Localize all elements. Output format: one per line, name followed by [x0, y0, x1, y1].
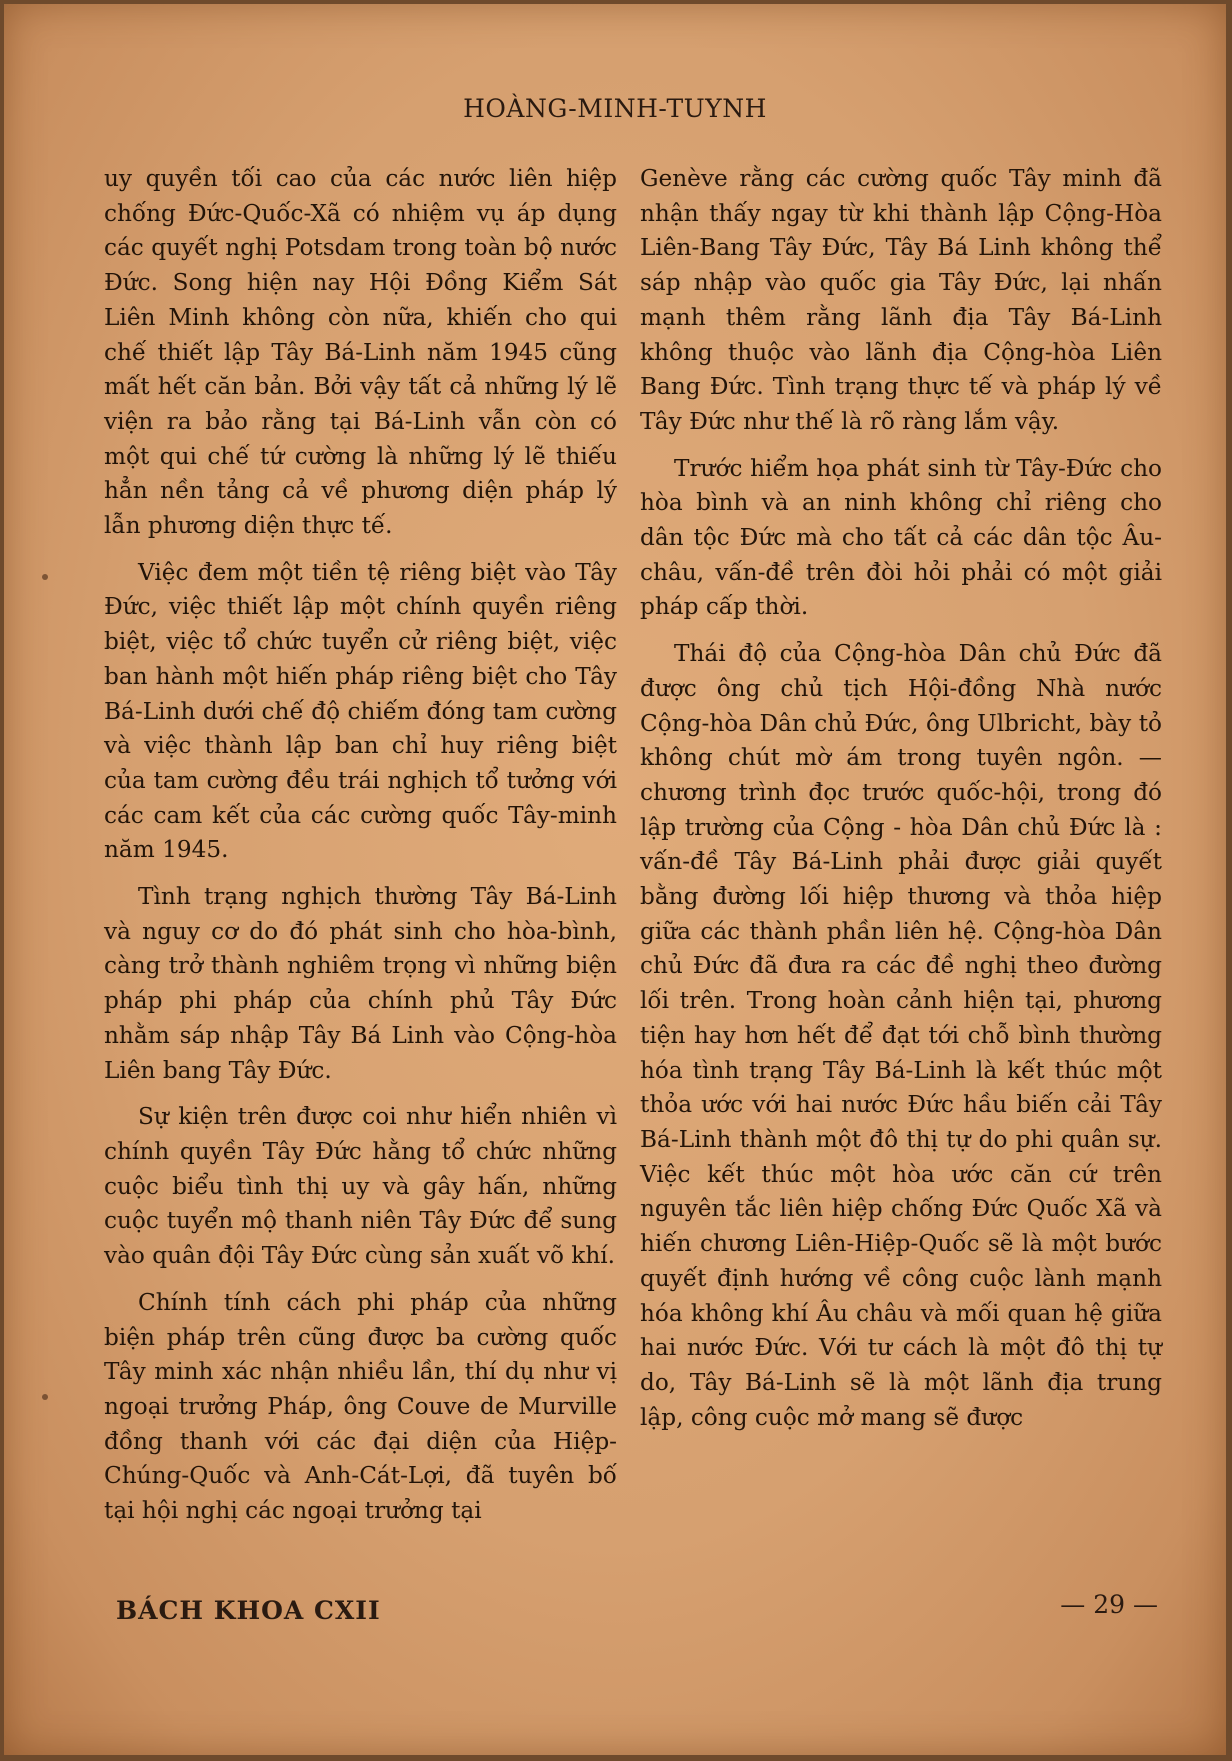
- paragraph: Chính tính cách phi pháp của những biện pháp trên cũng được ba cường quốc Tây minh xác nhận nhiều lần, thí dụ như vị ngoại trưởng Pháp, ông Couve de Murville đồng thanh với các đại diện của Hiệp-Chúng-Quốc và Anh-Cát-Lợi, đã tuyên bố tại hội nghị các ngoại trưởng tại: [104, 1288, 617, 1525]
- paragraph: Tình trạng nghịch thường Tây Bá-Linh và nguy cơ do đó phát sinh cho hòa-bình, càng trở thành nghiêm trọng vì những biện pháp phi pháp của chính phủ Tây Đức nhằm sáp nhập Tây Bá Linh vào Cộng-hòa Liên bang Tây Đức.: [104, 883, 617, 1084]
- left-column: [104, 162, 617, 1529]
- paragraph: Trước hiểm họa phát sinh từ Tây-Đức cho hòa bình và an ninh không chỉ riêng cho dân tộc Đức mà cho tất cả các dân tộc Âu-châu, vấn-đề trên đòi hỏi phải có một giải pháp cấp thời.: [640, 454, 1162, 621]
- page-header-title: HOÀNG-MINH-TUYNH: [463, 94, 767, 123]
- paragraph: Việc đem một tiền tệ riêng biệt vào Tây Đức, việc thiết lập một chính quyền riêng biệt, việc tổ chức tuyển cử riêng biệt, việc ban hành một hiến pháp riêng biệt cho Tây Bá-Linh dưới chế độ chiếm đóng tam cường và việc thành lập ban chỉ huy riêng biệt của tam cường đều trái nghịch tổ tưởng với các cam kết của các cường quốc Tây-minh năm 1945.: [104, 558, 617, 864]
- document-page: [4, 4, 1226, 1755]
- paragraph: Thái độ của Cộng-hòa Dân chủ Đức đã được ông chủ tịch Hội-đồng Nhà nước Cộng-hòa Dân chủ Đức, ông Ulbricht, bày tỏ không chút mờ ám trong tuyên ngôn. — chương trình đọc trước quốc-hội, trong đó lập trường của Cộng - hòa Dân chủ Đức là : vấn-đề Tây Bá-Linh phải được giải quyết bằng đường lối hiệp thương và thỏa hiệp giữa các thành phần liên hệ. Cộng-hòa Dân chủ Đức đã đưa ra các đề nghị theo đường lối trên. Trong hoàn cảnh hiện tại, phương tiện hay hơn hết để đạt tới chỗ bình thường hóa tình trạng Tây Bá-Linh là kết thúc một thỏa ước với hai nước Đức hầu biến cải Tây Bá-Linh thành một đô thị tự do phi quân sự. Việc kết thúc một hòa ước căn cứ trên nguyên tắc liên hiệp chống Đức Quốc Xã và hiến chương Liên-Hiệp-Quốc sẽ là một bước quyết định hướng về công cuộc lành mạnh hóa không khí Âu châu và mối quan hệ giữa hai nước Đức. Với tư cách là một đô thị tự do, Tây Bá-Linh sẽ là một lãnh địa trung lập, công cuộc mở mang sẽ được: [640, 640, 1162, 1431]
- paragraph: Genève rằng các cường quốc Tây minh đã nhận thấy ngay từ khi thành lập Cộng-Hòa Liên-Bang Tây Đức, Tây Bá Linh không thể sáp nhập vào quốc gia Tây Đức, lại nhấn mạnh thêm rằng lãnh địa Tây Bá-Linh không thuộc vào lãnh địa Cộng-hòa Liên Bang Đức. Tình trạng thực tế và pháp lý về Tây Đức như thế là rõ ràng lắm vậy.: [640, 165, 1162, 435]
- binding-hole-mark: [42, 1394, 48, 1400]
- right-column: [640, 162, 1162, 1435]
- publication-name: BÁCH KHOA CXII: [116, 1596, 381, 1625]
- page-number: — 29 —: [1060, 1590, 1158, 1619]
- paragraph: uy quyền tối cao của các nước liên hiệp chống Đức-Quốc-Xã có nhiệm vụ áp dụng các quyết nghị Potsdam trong toàn bộ nước Đức. Song hiện nay Hội Đồng Kiểm Sát Liên Minh không còn nữa, khiến cho qui chế thiết lập Tây Bá-Linh năm 1945 cũng mất hết căn bản. Bởi vậy tất cả những lý lẽ viện ra bảo rằng tại Bá-Linh vẫn còn có một qui chế tứ cường là những lý lẽ thiếu hẳn nền tảng cả về phương diện pháp lý lẫn phương diện thực tế.: [104, 165, 617, 540]
- paragraph: Sự kiện trên được coi như hiển nhiên vì chính quyền Tây Đức hằng tổ chức những cuộc biểu tình thị uy và gây hấn, những cuộc tuyển mộ thanh niên Tây Đức để sung vào quân đội Tây Đức cùng sản xuất võ khí.: [104, 1103, 617, 1270]
- binding-hole-mark: [42, 574, 48, 580]
